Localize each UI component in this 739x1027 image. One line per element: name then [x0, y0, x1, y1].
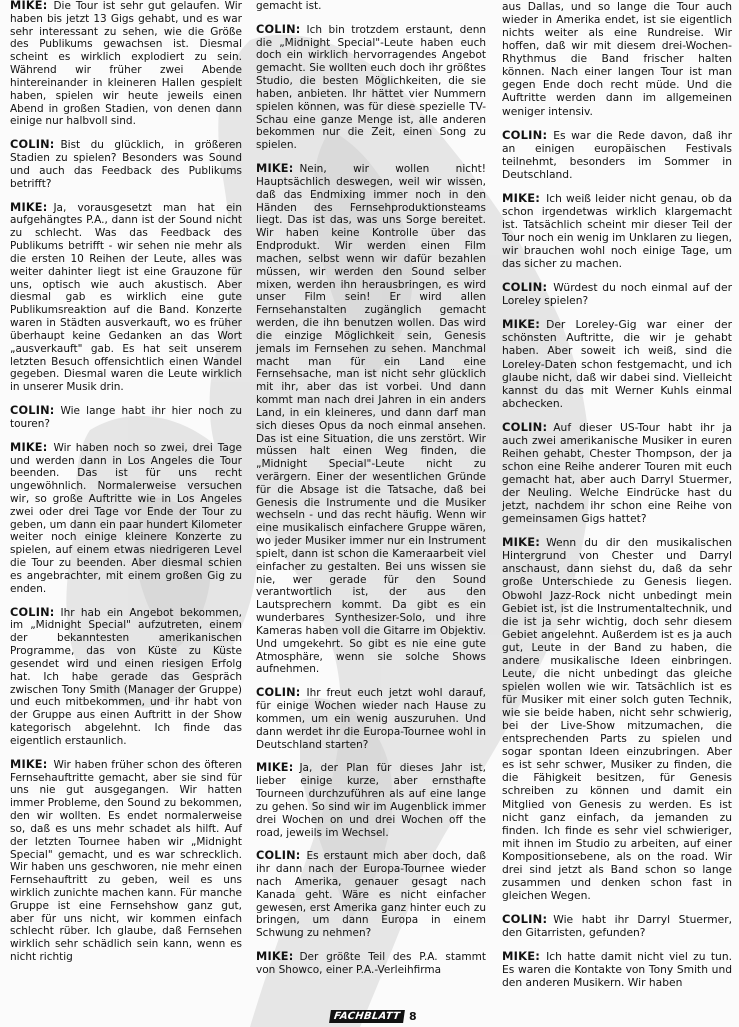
speaker-label: MIKE:	[256, 162, 294, 176]
speaker-label: COLIN:	[502, 419, 548, 434]
column-3	[502, 0, 732, 1000]
paragraph-text: Der größte Teil des P.A. stammt von Showco, einer P.A.-Verleihfirma	[256, 951, 486, 976]
interview-paragraph	[10, 0, 242, 128]
speaker-label: COLIN:	[502, 127, 548, 142]
speaker-label: COLIN:	[502, 912, 548, 926]
paragraph-text: Wie lange habt ihr hier noch zu touren?	[10, 405, 242, 430]
speaker-label: MIKE:	[256, 950, 294, 964]
interview-paragraph	[502, 950, 732, 989]
paragraph-text: Ich weiß leider nicht genau, ob da schon irgendetwas wirklich klargemacht ist. Tatsächlich scheint mir dieser Teil der Tour noch ein wenig im Unklaren zu liegen, wir brauchen wohl noch einige Tage, um das sicher zu machen.	[502, 191, 732, 271]
interview-paragraph	[256, 0, 486, 13]
interview-paragraph	[502, 318, 732, 409]
speaker-label: COLIN:	[502, 280, 548, 295]
interview-paragraph	[10, 607, 242, 748]
speaker-label: MIKE:	[10, 200, 48, 214]
paragraph-text: Es erstaunt mich aber doch, daß ihr dann nach der Europa-Tournee wieder nach Amerika, genauer gesagt nach Kanada geht. Wäre es nicht einfacher gewesen, erst Amerika ganz hinter euch zu bringen, um dann Europa in einem Schwung zu nehmen?	[256, 850, 486, 940]
column-1	[10, 0, 242, 975]
interview-paragraph	[10, 202, 242, 394]
speaker-label: MIKE:	[502, 535, 541, 550]
paragraph-text: Ihr hab ein Angebot bekommen, im „Midnight Special" aufzutreten, einem der bekanntesten amerikanischen Programme, das von Küste zu Küste gesendet wird und einen riesigen Erfolg hat. Ich habe gerade das Gespräch zwischen Tony Smith (Manager der Gruppe) und euch mitbekommen, und ihr habt von der Gruppe aus einen Auftritt in der Show kategorisch abgelehnt. Ich finde das eigentlich erstaunlich.	[10, 606, 242, 747]
paragraph-text: Wie habt ihr Darryl Stuermer, den Gitarristen, gefunden?	[502, 913, 732, 940]
paragraph-text: Würdest du noch einmal auf der Loreley spielen?	[502, 281, 732, 308]
interview-paragraph	[256, 24, 486, 152]
interview-paragraph	[256, 850, 486, 940]
paragraph-text: Ihr freut euch jetzt wohl darauf, für einige Wochen wieder nach Hause zu kommen, um ein wenig auszuruhen. Und dann werdet ihr die Europa-Tournee wohl in Deutschland starten?	[256, 687, 486, 751]
column-2	[256, 0, 486, 988]
interview-paragraph	[256, 951, 486, 977]
speaker-label: MIKE:	[502, 949, 541, 964]
paragraph-text: gemacht ist.	[256, 0, 322, 12]
speaker-label: COLIN:	[10, 138, 55, 152]
speaker-label: COLIN:	[256, 686, 301, 700]
page-number: 8	[409, 1009, 417, 1023]
paragraph-text: Wenn du dir den musikalischen Hintergrund von Chester und Darryl anschaust, dann siehst du, daß da sehr große Unterschiede zu Genesis liegen. Obwohl Jazz-Rock nicht unbedingt mein Gebiet ist, ist die Instrumentaltechnik, und die ist ja sehr wichtig, doch sehr diesem Gebiet angelehnt. Außerdem ist es ja auch gut, Leute in der Band zu haben, die andere musikalische Ideen einbringen. Leute, die nicht unbedingt das gleiche spielen wollen wie wir. Tatsächlich ist es für Musiker mit einer solch guten Technik, wie sie beide haben, nicht sehr schwierig, bei der Live-Show mitzumachen, die entsprechenden Parts zu spielen und sogar spontan Ideen einzubringen. Aber es ist sehr schwer, Musiker zu finden, die die Fähigkeit besitzen, für Genesis schreiben zu können und damit ein Mitglied von Genesis zu werden. Es ist nicht ganz einfach, da jemanden zu finden. Ich finde es sehr viel schwieriger, mit ihnen im Studio zu arbeiten, auf einer Kompositionsebene, als on the road. Wir drei sind jetzt als Band schon so lange zusammen und denken schon fast in gleichen Wegen.	[502, 536, 732, 902]
speaker-label: MIKE:	[502, 190, 541, 205]
interview-paragraph	[10, 442, 242, 596]
interview-paragraph	[10, 405, 242, 431]
paragraph-text: Ich bin trotzdem erstaunt, denn die „Midnight Special"-Leute haben euch doch ein wirklich hervorragendes Angebot gemacht. Sie wollten euch doch ihr größtes Studio, die besten Möglichkeiten, die sie haben, anbieten. Ihr hättet vier Nummern spielen können, was für diese spezielle TV-Schau eine ganze Menge ist, alle anderen bekommen nur die Zeit, einen Song zu spielen.	[256, 23, 486, 152]
paragraph-text: Wir haben früher schon des öfteren Fernsehauftritte gemacht, aber sie sind für uns nie gut ausgegangen. Wir hatten immer Probleme, den Sound zu bekommen, den wir wollten. Es endet normalerweise so, daß es uns mehr schadet als hilft. Auf der letzten Tournee haben wir „Midnight Special" gemacht, und es war schrecklich. Wir haben uns geschworen, nie mehr einen Fernsehauftritt zu geben, weil es uns wirklich zunichte machen kann. Für manche Gruppe ist eine Fernsehshow ganz gut, aber für uns nicht, wir kommen einfach schlecht rüber. Ich glaube, daß Fernsehen wirklich sehr schädlich sein kann, wenn es nicht richtig	[10, 758, 242, 964]
paragraph-text: Der Loreley-Gig war einer der schönsten Auftritte, die wir je gehabt haben. Aber soweit ich weiß, sind die Loreley-Daten schon festgemacht, und ich glaube nicht, daß wir dabei sind. Vielleicht kannst du das mit Werner Kuhls einmal abchecken.	[502, 318, 732, 410]
paragraph-text: Nein, wir wollen nicht! Hauptsächlich deswegen, weil wir wissen, daß das Endmixing immer noch in den Händen des Fernsehproduktionsteams liegt. Das ist das, was uns Sorge bereitet. Wir haben keine Kontrolle über das Endprodukt. Wir werden einen Film machen, selbst wenn wir dafür bezahlen müssen, wir werden den Sound selber mixen, werden ihn herausbringen, es wird unser Film sein! Er wird allen Fernsehanstalten zugänglich gemacht werden, die ihn benutzen wollen. Das wird die einzige Möglichkeit sein, Genesis jemals im Fernsehen zu sehen. Manchmal macht man für ein Land eine Fernsehsache, man ist nicht sehr glücklich mit ihr, aber das ist vorbei. Und dann kommt man nach drei Jahren in ein anders Land, in ein kleineres, und dann darf man sich dieses Opus da noch einmal ansehen. Das ist eine Situation, die uns zerstört. Wir müssen halt einen Weg finden, die „Midnight Special"-Leute nicht zu verärgern. Einer der wesentlichen Gründe für die Absage ist die Tatsache, daß bei Genesis die Instrumente und die Musiker wechseln - und das recht häufig. Wenn wir eine musikalisch einfachere Gruppe wären, wo jeder Musiker immer nur ein Instrument spielt, dann ist schon die Kameraarbeit viel einfacher zu gestalten. Bei uns wissen sie nie, wer gerade für den Sound verantwortlich ist, der aus den Lautsprechern kommt. Da gibt es ein wunderbares Synthesizer-Solo, und ihre Kameras haben voll die Gitarre im Objektiv. Und umgekehrt. So gibt es nie eine gute Atmosphäre, wenn sie solche Shows aufnehmen.	[256, 163, 486, 676]
interview-paragraph	[256, 163, 486, 676]
interview-paragraph	[10, 759, 242, 964]
magazine-logo: FACHBLATT	[329, 1010, 405, 1023]
interview-paragraph	[256, 762, 486, 839]
speaker-label: MIKE:	[256, 761, 294, 775]
paragraph-text: Ja, vorausgesetzt man hat ein aufgehängtes P.A., dann ist der Sound nicht zu schlecht. Was das Feedback des Publikums betrifft - wir sehen nie mehr als die ersten 10 Reihen der Leute, alles was weiter dahinter liegt ist eine Grauzone für uns, optisch wie auch akustisch. Aber diesmal gab es wirklich eine gute Publikumsreaktion auf die Band. Konzerte waren in Städten ausverkauft, wo es früher überhaupt keine Gedanken an das Wort „ausverkauft" gab. Es hat seit unserem letzten Besuch offensichtlich einen Wandel gegeben. Diesmal waren die Leute wirklich in unserer Musik drin.	[10, 201, 242, 394]
speaker-label: COLIN:	[10, 605, 55, 619]
paragraph-text: Ja, der Plan für dieses Jahr ist, lieber einige kurze, aber ernsthafte Tourneen durchzuführen als auf eine lange zu gehen. So sind wir im Augenblick immer drei Wochen on und drei Wochen off the road, jeweils im Wechsel.	[256, 762, 486, 839]
paragraph-text: Die Tour ist sehr gut gelaufen. Wir haben bis jetzt 13 Gigs gehabt, und es war sehr interessant zu sehen, wie die Größe des Publikums gewachsen ist. Diesmal scheint es wirklich explodiert zu sein. Während wir früher zwei Abende hintereinander in kleineren Hallen gespielt haben, spielen wir heute jeweils einen Abend in großen Stadien, von denen dann einige nur halbvoll sind.	[10, 0, 242, 128]
paragraph-text: Auf dieser US-Tour habt ihr ja auch zwei amerikanische Musiker in euren Reihen gehabt, Chester Thompson, der ja schon eine Reihe anderer Touren mit euch gemacht hat, aber auch Darryl Stuermer, der Neuling. Welche Eindrücke hast du jetzt, nachdem ihr schon eine Reihe von gemeinsamen Gigs hattet?	[502, 420, 732, 526]
paragraph-text: Ich hatte damit nicht viel zu tun. Es waren die Kontakte von Tony Smith und den anderen Musikern. Wir haben	[502, 950, 732, 990]
interview-paragraph	[502, 536, 732, 902]
paragraph-text: Bist du glücklich, in größeren Stadien zu spielen? Besonders was Sound und auch das Feedback des Publikums betrifft?	[10, 139, 242, 190]
speaker-label: MIKE:	[10, 440, 48, 454]
speaker-label: MIKE:	[10, 0, 48, 12]
speaker-label: COLIN:	[256, 849, 301, 863]
page-footer	[330, 1008, 417, 1024]
paragraph-text: aus Dallas, und so lange die Tour auch wieder in Amerika endet, ist sie eigentlich nichts weiter als eine Rundreise. Wir hoffen, daß wir mit diesem drei-Wochen-Rhythmus die Band frischer halten können. Nach einer langen Tour ist man gegen Ende doch recht müde. Und die Auftritte werden dann im allgemeinen weniger intensiv.	[502, 0, 732, 118]
paragraph-text: Wir haben noch so zwei, drei Tage und werden dann in Los Angeles die Tour beenden. Das ist für uns recht ungewöhnlich. Normalerweise versuchen wir, so große Auftritte wie in Los Angeles zwei oder drei Tage vor Ende der Tour zu geben, um dann ein paar hundert Kilometer weiter noch einige kleinere Konzerte zu spielen, auf einem etwas niedrigeren Level die Tour zu beenden. Aber diesmal schien es angebrachter, mit einem großen Gig zu enden.	[10, 441, 242, 595]
interview-paragraph	[502, 281, 732, 307]
speaker-label: COLIN:	[256, 22, 301, 36]
interview-paragraph	[502, 913, 732, 939]
interview-paragraph	[502, 0, 732, 118]
interview-paragraph	[10, 139, 242, 190]
speaker-label: MIKE:	[502, 317, 541, 332]
speaker-label: MIKE:	[10, 757, 48, 771]
interview-paragraph	[502, 192, 732, 270]
interview-paragraph	[502, 129, 732, 181]
paragraph-text: Es war die Rede davon, daß ihr an einigen europäischen Festivals teilnehmt, besonders im Sommer in Deutschland.	[502, 128, 732, 181]
speaker-label: COLIN:	[10, 404, 55, 418]
interview-paragraph	[256, 687, 486, 751]
interview-paragraph	[502, 421, 732, 526]
